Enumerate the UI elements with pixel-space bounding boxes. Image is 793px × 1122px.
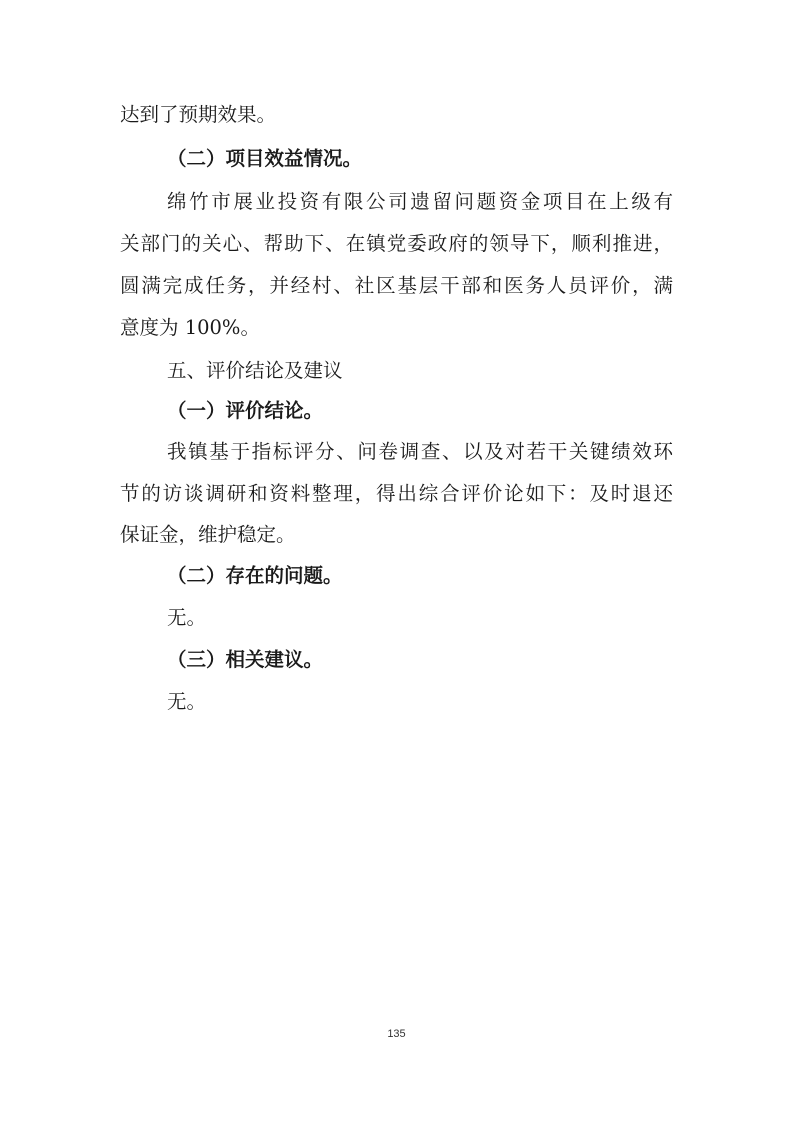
- page-number: 135: [387, 1028, 406, 1040]
- paragraph-line: 绵竹市展业投资有限公司遗留问题资金项目在上级有: [167, 190, 673, 213]
- paragraph-line: 圆满完成任务，并经村、社区基层干部和医务人员评价，满: [120, 274, 673, 297]
- paragraph-line: 关部门的关心、帮助下、在镇党委政府的领导下，顺利推进，: [120, 232, 673, 255]
- section-heading-suggestions: （三）相关建议。: [167, 648, 324, 671]
- suggestions-text: 无。: [167, 690, 207, 713]
- section-heading-benefits: （二）项目效益情况。: [167, 147, 363, 170]
- existing-problems-text: 无。: [167, 606, 207, 629]
- paragraph-line: 意度为 100%。: [120, 316, 260, 339]
- paragraph-line: 我镇基于指标评分、问卷调查、以及对若干关键绩效环: [167, 440, 673, 463]
- paragraph-line: 节的访谈调研和资料整理，得出综合评价论如下：及时退还: [120, 482, 673, 505]
- paragraph-tail: 达到了预期效果。: [120, 103, 277, 126]
- section-heading-existing-problems: （二）存在的问题。: [167, 564, 343, 587]
- section-heading-evaluation-conclusion: （一）评价结论。: [167, 399, 324, 422]
- paragraph-line: 保证金，维护稳定。: [120, 523, 296, 546]
- chapter-heading-conclusion: 五、评价结论及建议: [167, 359, 343, 382]
